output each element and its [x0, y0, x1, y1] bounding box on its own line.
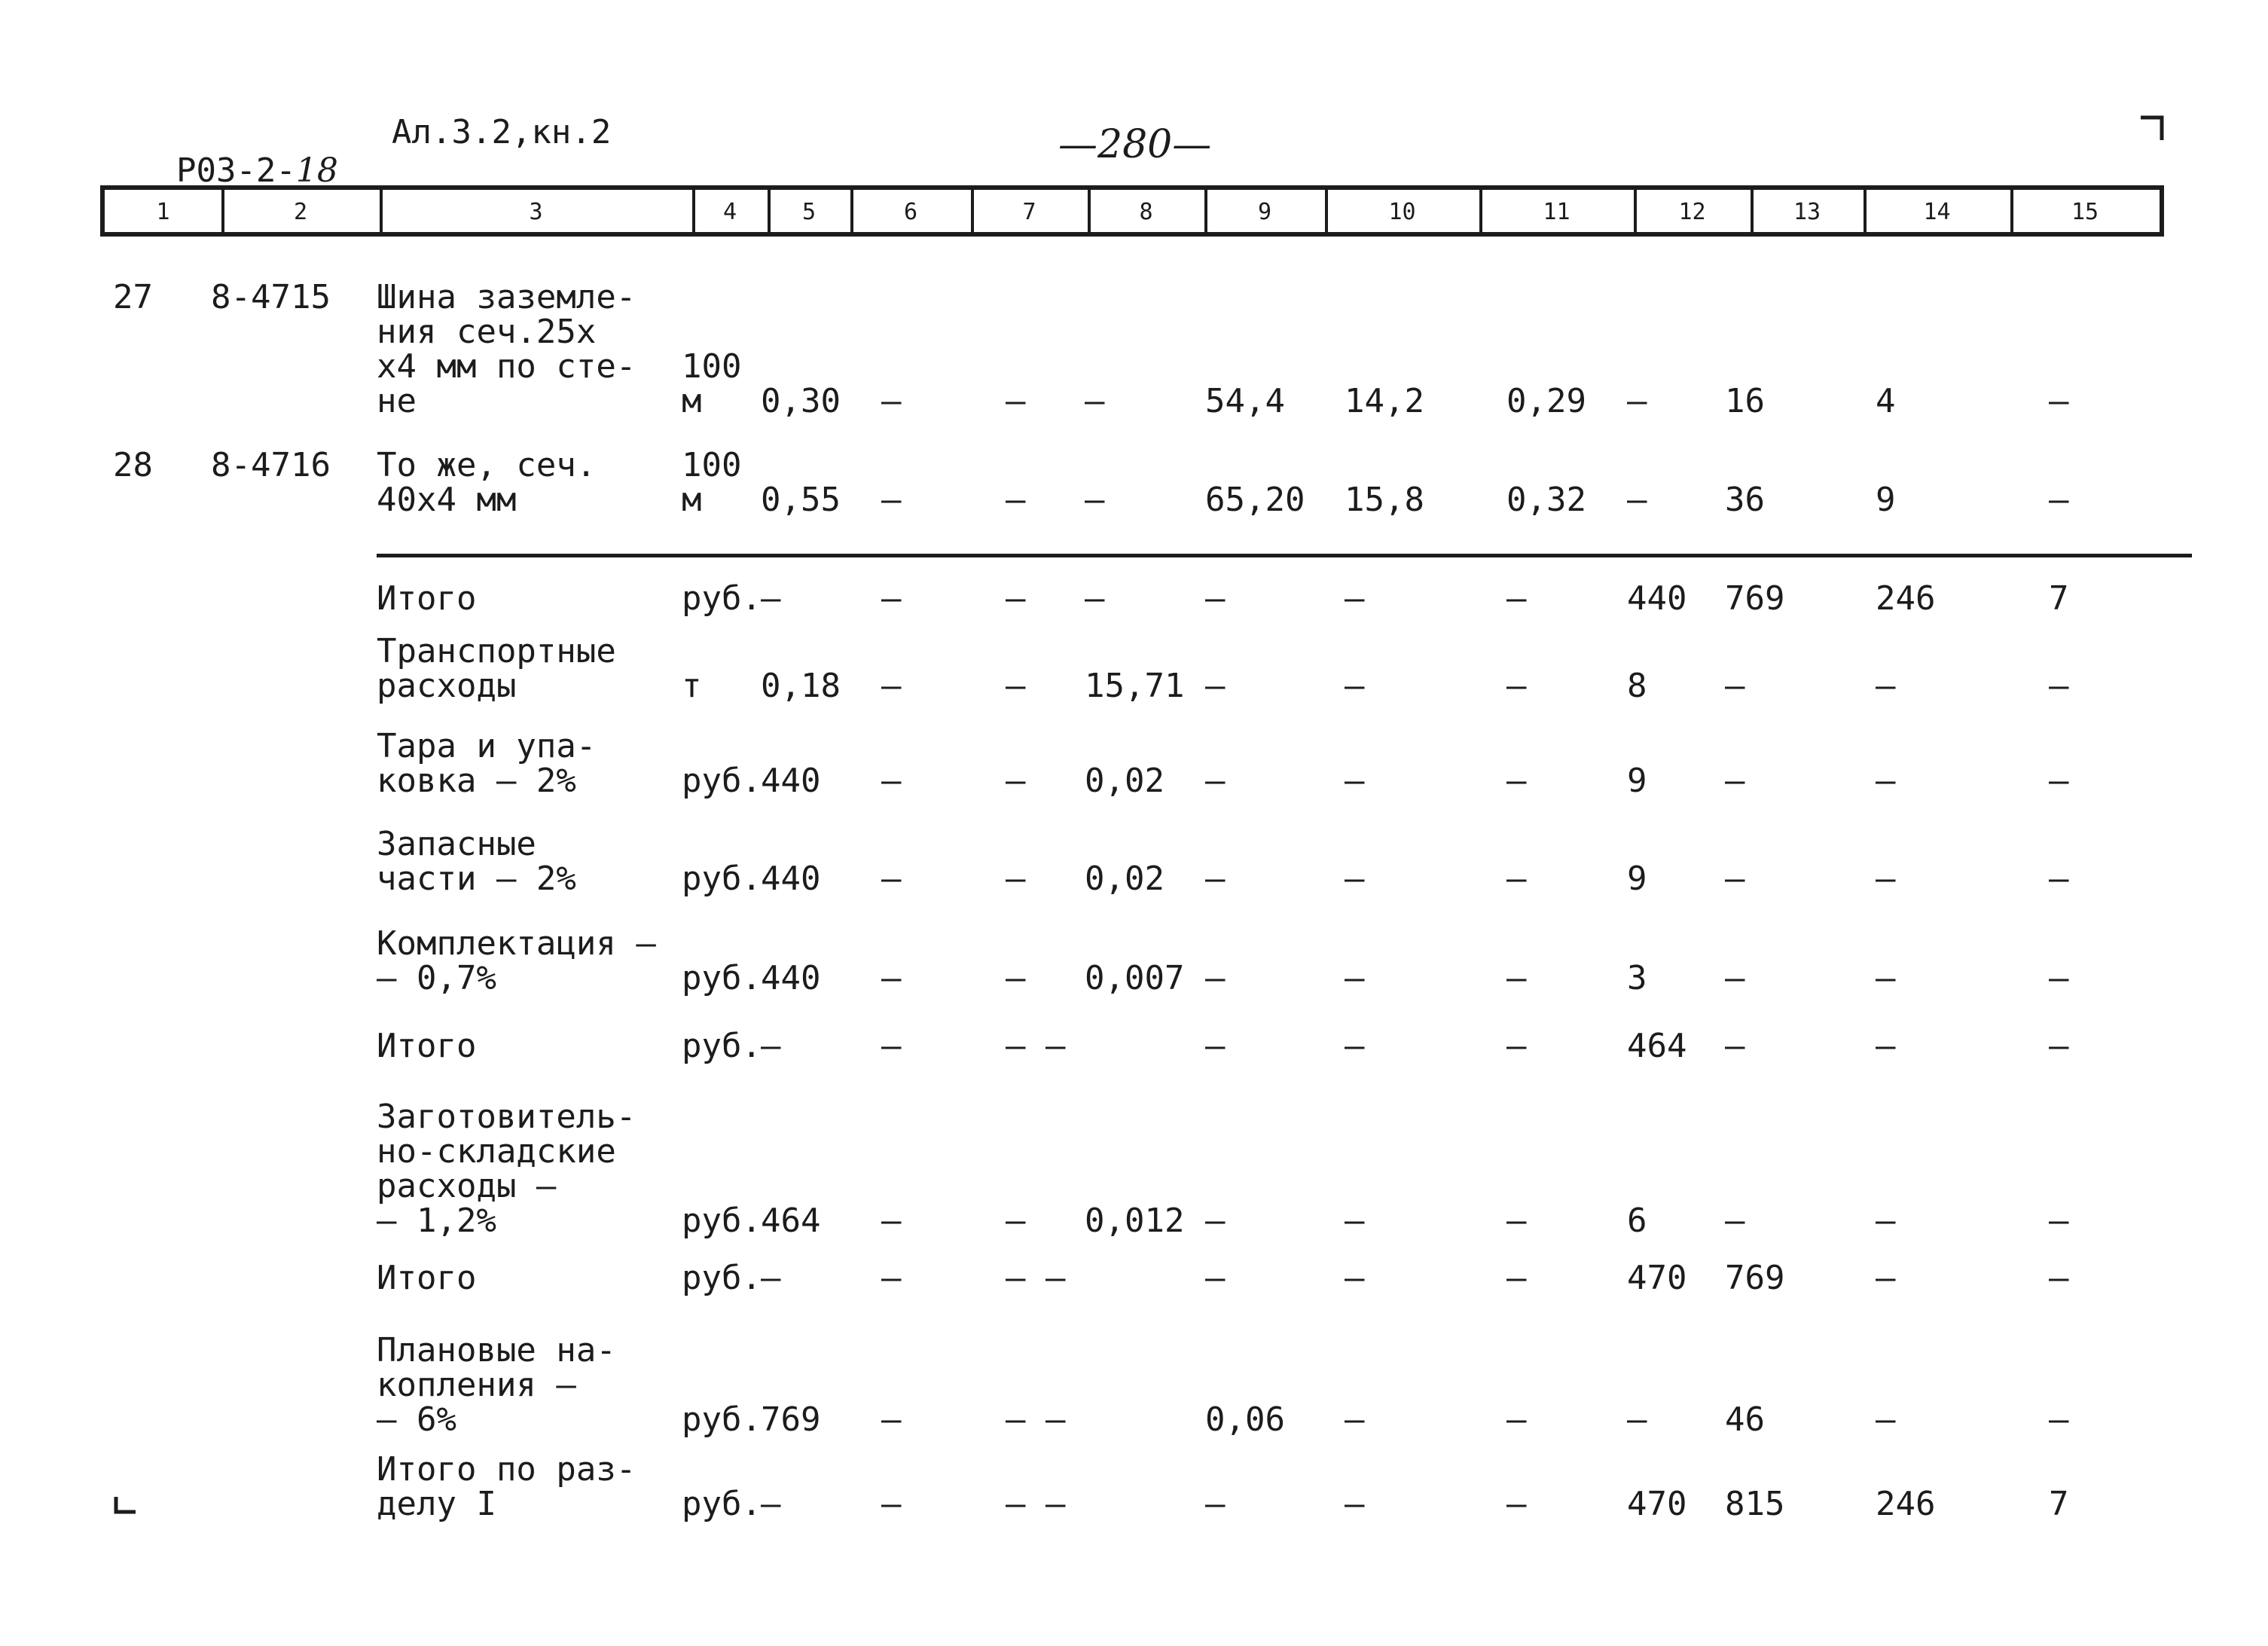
cell-name: Запасные части – 2%	[377, 825, 576, 898]
column-number-10: 10	[1388, 199, 1416, 225]
column-divider	[1751, 190, 1754, 232]
column-divider	[1479, 190, 1482, 232]
cell-c11: 0,32	[1506, 481, 1586, 519]
cell-c6: –	[881, 1259, 902, 1297]
column-divider	[768, 190, 771, 232]
cell-c6: –	[881, 1485, 902, 1523]
cell-c11: –	[1506, 1202, 1527, 1240]
cell-c11: –	[1506, 959, 1527, 997]
cell-c15: –	[2049, 762, 2069, 800]
cell-unit: руб.	[682, 579, 762, 618]
cell-code: 8-4715	[211, 278, 331, 316]
cell-name: Итого	[377, 579, 477, 618]
cell-c7: –	[1006, 667, 1026, 705]
cell-c14: –	[1876, 1202, 1896, 1240]
cell-c9: –	[1205, 1259, 1226, 1297]
cell-c10: –	[1345, 959, 1365, 997]
column-divider	[1204, 190, 1207, 232]
cell-c15: –	[2049, 382, 2069, 420]
cell-c6: –	[881, 1400, 902, 1439]
cell-c10: –	[1345, 1400, 1365, 1439]
cell-c5: 440	[761, 959, 821, 997]
cell-c7: – –	[1006, 1259, 1066, 1297]
cell-c15: –	[2049, 959, 2069, 997]
cell-c7: –	[1006, 1202, 1026, 1240]
cell-c13: –	[1725, 667, 1745, 705]
cell-c12: 470	[1627, 1259, 1687, 1297]
cell-c11: –	[1506, 667, 1527, 705]
cell-c13: 16	[1725, 382, 1765, 420]
cell-c12: –	[1627, 1400, 1647, 1439]
cell-c5: 0,30	[761, 382, 841, 420]
cell-c9: –	[1205, 579, 1226, 618]
cell-c14: –	[1876, 1259, 1896, 1297]
cell-name: Шина заземле- ния сеч.25х х4 мм по сте- не	[377, 278, 636, 420]
cell-name: Итого	[377, 1027, 477, 1065]
column-divider	[1634, 190, 1637, 232]
cell-unit: 100 м	[682, 347, 742, 420]
cell-c14: 246	[1876, 1485, 1936, 1523]
cell-c5: 0,55	[761, 481, 841, 519]
cell-c7: –	[1006, 481, 1026, 519]
cell-c12: 3	[1627, 959, 1647, 997]
column-number-2: 2	[293, 199, 308, 225]
cell-c15: –	[2049, 1259, 2069, 1297]
column-number-11: 11	[1543, 199, 1571, 225]
corner-mark-top-right	[2139, 113, 2169, 143]
cell-c15: –	[2049, 860, 2069, 898]
cell-unit: руб.	[682, 1202, 762, 1240]
cell-c11: –	[1506, 579, 1527, 618]
cell-c10: –	[1345, 762, 1365, 800]
cell-c6: –	[881, 1027, 902, 1065]
column-number-3: 3	[529, 199, 543, 225]
cell-c6: –	[881, 382, 902, 420]
cell-c9: 0,06	[1205, 1400, 1285, 1439]
cell-unit: руб.	[682, 1400, 762, 1439]
cell-c8: 0,007	[1085, 959, 1185, 997]
column-divider	[692, 190, 695, 232]
column-number-7: 7	[1022, 199, 1036, 225]
cell-c12: 8	[1627, 667, 1647, 705]
cell-c14: 9	[1876, 481, 1896, 519]
cell-c13: –	[1725, 959, 1745, 997]
cell-c6: –	[881, 762, 902, 800]
cell-name: Плановые на- копления – – 6%	[377, 1331, 616, 1439]
section-separator-line	[377, 554, 2192, 557]
cell-c10: 15,8	[1345, 481, 1424, 519]
page-number: —280—	[1058, 122, 1212, 167]
column-divider	[850, 190, 853, 232]
cell-c12: 440	[1627, 579, 1687, 618]
cell-c5: 464	[761, 1202, 821, 1240]
cell-c5: –	[761, 1259, 781, 1297]
cell-c13: 815	[1725, 1485, 1785, 1523]
cell-c15: –	[2049, 1202, 2069, 1240]
cell-c8: –	[1085, 382, 1105, 420]
cell-c15: –	[2049, 1400, 2069, 1439]
column-number-9: 9	[1257, 199, 1272, 225]
album-reference: Ал.3.2,кн.2	[392, 113, 612, 151]
cell-num: 28	[113, 446, 153, 484]
cell-c10: –	[1345, 1485, 1365, 1523]
cell-c10: –	[1345, 579, 1365, 618]
cell-c13: 769	[1725, 579, 1785, 618]
corner-mark-bottom-left	[113, 1495, 143, 1518]
cell-c13: 36	[1725, 481, 1765, 519]
cell-c14: 4	[1876, 382, 1896, 420]
cell-c10: –	[1345, 1259, 1365, 1297]
cell-c14: –	[1876, 762, 1896, 800]
column-number-14: 14	[1923, 199, 1951, 225]
cell-c5: 0,18	[761, 667, 841, 705]
cell-c7: – –	[1006, 1027, 1066, 1065]
cell-c13: –	[1725, 1202, 1745, 1240]
column-header-strip	[100, 185, 2164, 237]
cell-unit: т	[682, 667, 702, 705]
column-number-13: 13	[1793, 199, 1821, 225]
cell-num: 27	[113, 278, 153, 316]
cell-unit: руб.	[682, 762, 762, 800]
series-code-handwritten: 18	[295, 151, 338, 190]
column-divider	[971, 190, 974, 232]
cell-unit: руб.	[682, 860, 762, 898]
column-divider	[1325, 190, 1328, 232]
cell-c9: –	[1205, 762, 1226, 800]
cell-unit: 100 м	[682, 446, 742, 519]
cell-c8: 0,012	[1085, 1202, 1185, 1240]
cell-unit: руб.	[682, 1027, 762, 1065]
cell-c13: 46	[1725, 1400, 1765, 1439]
column-number-8: 8	[1139, 199, 1153, 225]
cell-c12: 6	[1627, 1202, 1647, 1240]
cell-c14: –	[1876, 1027, 1896, 1065]
cell-c15: –	[2049, 481, 2069, 519]
cell-c5: –	[761, 579, 781, 618]
cell-c14: –	[1876, 959, 1896, 997]
cell-c10: –	[1345, 860, 1365, 898]
cell-c7: –	[1006, 579, 1026, 618]
cell-c9: 65,20	[1205, 481, 1305, 519]
cell-c6: –	[881, 579, 902, 618]
cell-c9: –	[1205, 1202, 1226, 1240]
cell-name: То же, сеч. 40х4 мм	[377, 446, 597, 519]
cell-c8: 0,02	[1085, 860, 1165, 898]
cell-c9: –	[1205, 860, 1226, 898]
cell-c9: –	[1205, 1485, 1226, 1523]
cell-c12: 9	[1627, 762, 1647, 800]
cell-c9: –	[1205, 959, 1226, 997]
cell-c12: 464	[1627, 1027, 1687, 1065]
cell-c9: –	[1205, 667, 1226, 705]
cell-c13: –	[1725, 860, 1745, 898]
cell-c12: –	[1627, 481, 1647, 519]
cell-c7: – –	[1006, 1485, 1066, 1523]
cell-c6: –	[881, 1202, 902, 1240]
cell-c7: –	[1006, 959, 1026, 997]
column-divider	[1088, 190, 1091, 232]
column-number-5: 5	[801, 199, 817, 225]
cell-c11: 0,29	[1506, 382, 1586, 420]
cell-name: Комплектация – – 0,7%	[377, 924, 656, 997]
cell-c10: –	[1345, 1027, 1365, 1065]
cell-c15: 7	[2049, 1485, 2069, 1523]
cell-c11: –	[1506, 762, 1527, 800]
cell-c14: 246	[1876, 579, 1936, 618]
cell-c13: 769	[1725, 1259, 1785, 1297]
cell-c8: –	[1085, 579, 1105, 618]
cell-c5: 440	[761, 762, 821, 800]
column-divider	[380, 190, 383, 232]
cell-c6: –	[881, 481, 902, 519]
cell-c5: –	[761, 1027, 781, 1065]
cell-c13: –	[1725, 1027, 1745, 1065]
column-number-6: 6	[903, 199, 918, 225]
cell-c9: 54,4	[1205, 382, 1285, 420]
cell-c6: –	[881, 667, 902, 705]
cell-c5: 769	[761, 1400, 821, 1439]
cell-name: Транспортные расходы	[377, 632, 616, 705]
cell-c10: –	[1345, 667, 1365, 705]
cell-unit: руб.	[682, 1485, 762, 1523]
cell-c6: –	[881, 860, 902, 898]
cell-c7: –	[1006, 382, 1026, 420]
column-number-1: 1	[156, 199, 170, 225]
column-number-15: 15	[2071, 199, 2099, 225]
cell-c7: –	[1006, 762, 1026, 800]
cell-c7: –	[1006, 860, 1026, 898]
cell-c6: –	[881, 959, 902, 997]
series-code-printed: Р03-2-	[176, 151, 296, 190]
cell-c12: 9	[1627, 860, 1647, 898]
cell-code: 8-4716	[211, 446, 331, 484]
cell-c11: –	[1506, 1027, 1527, 1065]
cell-c14: –	[1876, 667, 1896, 705]
cell-c8: 15,71	[1085, 667, 1185, 705]
cell-name: Заготовитель- но-складские расходы – – 1,2%	[377, 1098, 636, 1240]
column-number-4: 4	[722, 199, 737, 225]
cell-unit: руб.	[682, 1259, 762, 1297]
cell-c5: –	[761, 1485, 781, 1523]
cell-c8: –	[1085, 481, 1105, 519]
cell-c12: 470	[1627, 1485, 1687, 1523]
cell-c5: 440	[761, 860, 821, 898]
cell-name: Итого по раз- делу I	[377, 1450, 636, 1523]
cell-c8: 0,02	[1085, 762, 1165, 800]
cell-c15: –	[2049, 667, 2069, 705]
cell-c14: –	[1876, 860, 1896, 898]
cell-c12: –	[1627, 382, 1647, 420]
cell-c11: –	[1506, 1485, 1527, 1523]
cell-c11: –	[1506, 1400, 1527, 1439]
column-number-12: 12	[1678, 199, 1706, 225]
cell-c11: –	[1506, 860, 1527, 898]
cell-c11: –	[1506, 1259, 1527, 1297]
cell-c13: –	[1725, 762, 1745, 800]
cell-c15: –	[2049, 1027, 2069, 1065]
cell-unit: руб.	[682, 959, 762, 997]
cell-c10: 14,2	[1345, 382, 1424, 420]
cell-c7: – –	[1006, 1400, 1066, 1439]
cell-c15: 7	[2049, 579, 2069, 618]
column-divider	[1864, 190, 1867, 232]
cell-c9: –	[1205, 1027, 1226, 1065]
column-divider	[2010, 190, 2013, 232]
column-divider	[221, 190, 224, 232]
cell-c14: –	[1876, 1400, 1896, 1439]
cell-c10: –	[1345, 1202, 1365, 1240]
cell-name: Итого	[377, 1259, 477, 1297]
cell-name: Тара и упа- ковка – 2%	[377, 727, 597, 800]
